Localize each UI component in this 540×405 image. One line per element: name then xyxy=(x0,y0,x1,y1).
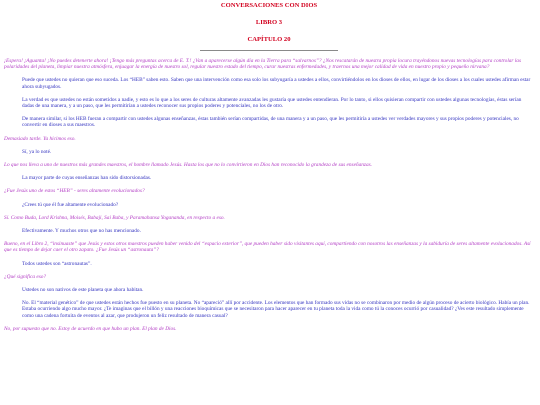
question-paragraph: Bueno, en el Libro 2, “insinuaste” que Jesús y estos otros maestros pueden haber venido del “espacio exterior”, que pueden haber sido visitantes aquí, compartiendo con nosotros las enseñanzas y la sabiduría de seres altamente evolucionados. Así que es tiempo de dejar caer el otro zapato. ¿Fue Jesús un “astronauta”? xyxy=(4,241,531,254)
answer-paragraph: La mayor parte de cuyas enseñanzas han sido distorsionadas. xyxy=(22,175,152,182)
question-paragraph: Lo que nos lleva a uno de nuestros más grandes maestros, el hombre llamado Jesús. Hasta los que no lo convirtieron en Dios han reconocido la grandeza de sus enseñanzas. xyxy=(4,162,373,169)
book-title: CONVERSACIONES CON DIOS xyxy=(220,2,318,9)
divider xyxy=(200,50,338,51)
answer-paragraph: De manera similar, si los HEB fueran a compartir con ustedes algunas enseñanzas, éstas también serían compartidas, de una manera y a un paso, que les permitiría a ustedes ver verdades mayores y sus propios poderes y potenciales, no convertir en dioses a sus maestros. xyxy=(22,116,519,129)
answer-paragraph: Efectivamente. Y muchos otros que no has mencionado. xyxy=(22,228,141,235)
answer-paragraph: No. El “material genético” de que ustedes están hechos fue puesto en su planeta. No “apareció” allí por accidente. Los elementos que han formado sus vidas no se combinaron por medio de algún proceso de acierto biológico. Había un plan. Estaba ocurriendo algo mucho mayor. ¿Te imaginas que el billón y una reacciones bioquímicas que se necesitaron para hacer aparecer en tu planeta toda la vida como tú la conoces ocurrió por casualidad? ¿Ves este resultado simplemente como una cadena fortuita de eventos al azar, que produjeron un feliz resultado de manera casual? xyxy=(22,300,530,319)
question-paragraph: Sí. Como Buda, Lord Krishna, Moisés, Babaji, Sai Baba, y Paramahansa Yogananda, en respecto a eso. xyxy=(4,214,225,221)
chapter-heading: CAPÍTULO 20 xyxy=(247,36,291,43)
question-paragraph: No, por supuesto que no. Estoy de acuerdo en que hubo un plan. El plan de Dios. xyxy=(4,325,177,332)
answer-paragraph: ¿Crees tú que él fue altamente evolucionado? xyxy=(22,201,119,208)
answer-paragraph: Ustedes no son nativos de este planeta que ahora habitan. xyxy=(22,287,144,294)
question-paragraph: Demasiado tarde. Ya hicimos eso. xyxy=(4,135,76,142)
book-number: LIBRO 3 xyxy=(255,19,283,26)
answer-paragraph: Sí, ya lo noté. xyxy=(22,148,52,155)
answer-paragraph: La verdad es que ustedes no están sometidos a nadie, y esto es lo que a los seres de culturas altamente avanzadas les gustaría que ustedes entendieran. Por lo tanto, si ellos quisieran compartir con ustedes algunas tecnologías, éstas serían dadas de una manera, y a un paso, que les permitirían a ustedes reconocer sus propios poderes y potenciales, no los de otro. xyxy=(22,96,522,110)
dialogue-body xyxy=(4,58,534,332)
question-paragraph: ¿Qué significa eso? xyxy=(4,273,47,280)
answer-paragraph: Todos ustedes son “astronautas”. xyxy=(22,260,92,267)
question-paragraph: ¿Fue Jesús uno de estos “HEB” - seres altamente evolucionados? xyxy=(4,188,145,195)
question-paragraph: ¡Espera! ¡Aguanta! ¡No puedes detenerte ahora! ¡Tengo más preguntas acerca de E. T.! ¿Van a aparecerse algún día en la Tierra para “salvarnos”? ¿Nos rescatarán de nuestra propia locura trayéndonos nuevas tecnologías para controlar las polaridades del planeta, limpiar nuestra atmósfera, enjuagar la energía de nuestro sol, regular nuestro estado del tiempo, curar nuestras enfermedades, y traernos una mejor calidad de vida en nuestro propio y pequeño nirvana? xyxy=(4,58,522,71)
answer-paragraph: Puede que ustedes no quieran que eso suceda. Los “HEB” saben esto. Saben que una intervención como esa solo los subyugaría a ustedes a ellos, convirtiéndolos en los dioses de ellos, en lugar de los dioses a los cuales ustedes afirman estar ahora subyugados. xyxy=(22,77,531,90)
